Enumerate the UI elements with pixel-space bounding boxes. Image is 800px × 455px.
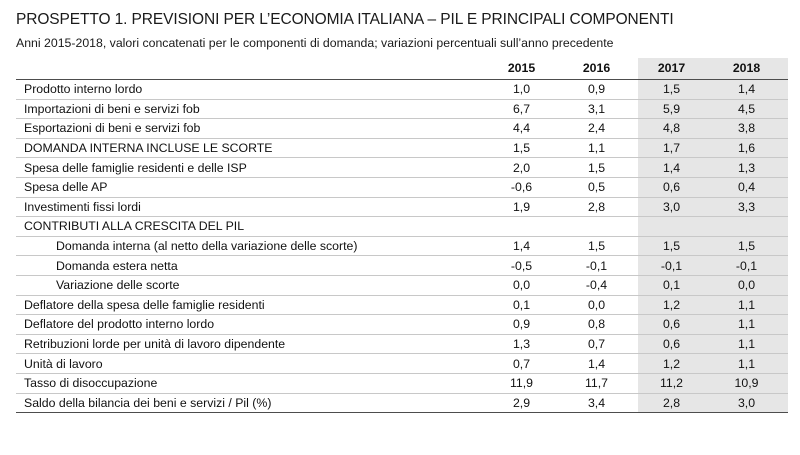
cell-2017: 4,8 <box>638 119 713 139</box>
table-row <box>16 393 788 413</box>
row-label: Spesa delle famiglie residenti e delle ISP <box>16 158 488 178</box>
cell-2016: 2,4 <box>563 119 638 139</box>
cell-2017: 1,2 <box>638 295 713 315</box>
cell-2017: 0,6 <box>638 315 713 335</box>
cell-2016: 1,5 <box>563 158 638 178</box>
cell-2018: 3,0 <box>713 393 788 413</box>
page-subtitle: Anni 2015-2018, valori concatenati per le componenti di domanda; variazioni percentuali sull’anno precedente <box>16 36 614 50</box>
cell-2015: 4,4 <box>488 119 563 139</box>
row-label: Retribuzioni lorde per unità di lavoro dipendente <box>16 334 488 354</box>
cell-2017: 1,7 <box>638 138 713 158</box>
cell-2016: 0,8 <box>563 315 638 335</box>
cell-2017: 1,2 <box>638 354 713 374</box>
cell-2015: 6,7 <box>488 99 563 119</box>
cell-2015: 0,0 <box>488 275 563 295</box>
row-label: Spesa delle AP <box>16 177 488 197</box>
cell-2018: 1,1 <box>713 334 788 354</box>
row-label: Variazione delle scorte <box>16 275 488 295</box>
cell-2018: 1,1 <box>713 295 788 315</box>
cell-2015: 0,1 <box>488 295 563 315</box>
table-row <box>16 80 788 100</box>
row-label: Prodotto interno lordo <box>16 80 488 100</box>
table-body <box>16 80 788 413</box>
cell-2018: 1,1 <box>713 354 788 374</box>
cell-2016: 0,9 <box>563 80 638 100</box>
cell-2018: 1,1 <box>713 315 788 335</box>
cell-2016: 1,1 <box>563 138 638 158</box>
table-row <box>16 256 788 276</box>
column-header-2015: 2015 <box>488 58 563 80</box>
table-row <box>16 119 788 139</box>
cell-2017: 0,6 <box>638 334 713 354</box>
cell-2015: 0,9 <box>488 315 563 335</box>
cell-2016: -0,4 <box>563 275 638 295</box>
table-header <box>16 58 788 80</box>
cell-2016: -0,1 <box>563 256 638 276</box>
cell-2015: 1,9 <box>488 197 563 217</box>
cell-2017: 1,4 <box>638 158 713 178</box>
row-label: Esportazioni di beni e servizi fob <box>16 119 488 139</box>
row-label: Investimenti fissi lordi <box>16 197 488 217</box>
cell-2018: 3,8 <box>713 119 788 139</box>
row-label: Deflatore del prodotto interno lordo <box>16 315 488 335</box>
row-label: Saldo della bilancia dei beni e servizi / Pil (%) <box>16 393 488 413</box>
cell-2018: 1,3 <box>713 158 788 178</box>
row-label: Tasso di disoccupazione <box>16 373 488 393</box>
cell-2017: 3,0 <box>638 197 713 217</box>
cell-2017: 1,5 <box>638 80 713 100</box>
cell-2018: 1,5 <box>713 236 788 256</box>
cell-2018 <box>713 217 788 237</box>
cell-2018: 0,0 <box>713 275 788 295</box>
cell-2016: 1,5 <box>563 236 638 256</box>
cell-2018: 3,3 <box>713 197 788 217</box>
cell-2015: 11,9 <box>488 373 563 393</box>
table-row <box>16 315 788 335</box>
column-header-2016: 2016 <box>563 58 638 80</box>
row-label: CONTRIBUTI ALLA CRESCITA DEL PIL <box>16 217 488 237</box>
cell-2016 <box>563 217 638 237</box>
cell-2015: 1,5 <box>488 138 563 158</box>
cell-2015 <box>488 217 563 237</box>
column-header-2018: 2018 <box>713 58 788 80</box>
cell-2016: 2,8 <box>563 197 638 217</box>
row-label: Unità di lavoro <box>16 354 488 374</box>
table-row <box>16 158 788 178</box>
row-label: Domanda estera netta <box>16 256 488 276</box>
cell-2017: 11,2 <box>638 373 713 393</box>
row-label: Domanda interna (al netto della variazione delle scorte) <box>16 236 488 256</box>
cell-2015: 1,4 <box>488 236 563 256</box>
cell-2017: 2,8 <box>638 393 713 413</box>
cell-2018: 1,4 <box>713 80 788 100</box>
table-row <box>16 197 788 217</box>
cell-2015: -0,6 <box>488 177 563 197</box>
table-row <box>16 354 788 374</box>
cell-2016: 3,4 <box>563 393 638 413</box>
column-header-2017: 2017 <box>638 58 713 80</box>
cell-2016: 0,5 <box>563 177 638 197</box>
cell-2018: -0,1 <box>713 256 788 276</box>
table-row <box>16 373 788 393</box>
cell-2016: 1,4 <box>563 354 638 374</box>
table-row <box>16 295 788 315</box>
cell-2016: 3,1 <box>563 99 638 119</box>
cell-2017: -0,1 <box>638 256 713 276</box>
table-row <box>16 138 788 158</box>
cell-2017: 1,5 <box>638 236 713 256</box>
column-header-label <box>16 58 488 80</box>
table-header-row <box>16 58 788 80</box>
cell-2018: 1,6 <box>713 138 788 158</box>
cell-2015: 2,0 <box>488 158 563 178</box>
table-row <box>16 217 788 237</box>
cell-2015: 1,3 <box>488 334 563 354</box>
table-row <box>16 275 788 295</box>
row-label: Importazioni di beni e servizi fob <box>16 99 488 119</box>
row-label: DOMANDA INTERNA INCLUSE LE SCORTE <box>16 138 488 158</box>
cell-2015: -0,5 <box>488 256 563 276</box>
cell-2015: 0,7 <box>488 354 563 374</box>
row-label: Deflatore della spesa delle famiglie residenti <box>16 295 488 315</box>
cell-2017: 0,1 <box>638 275 713 295</box>
cell-2015: 1,0 <box>488 80 563 100</box>
table-row <box>16 236 788 256</box>
page-title: PROSPETTO 1. PREVISIONI PER L’ECONOMIA ITALIANA – PIL E PRINCIPALI COMPONENTI <box>16 11 674 28</box>
cell-2017: 5,9 <box>638 99 713 119</box>
table-row <box>16 99 788 119</box>
table-row <box>16 334 788 354</box>
cell-2016: 0,7 <box>563 334 638 354</box>
cell-2016: 11,7 <box>563 373 638 393</box>
table-row <box>16 177 788 197</box>
cell-2015: 2,9 <box>488 393 563 413</box>
forecast-table <box>16 58 788 413</box>
cell-2018: 0,4 <box>713 177 788 197</box>
cell-2017 <box>638 217 713 237</box>
cell-2016: 0,0 <box>563 295 638 315</box>
cell-2018: 4,5 <box>713 99 788 119</box>
cell-2017: 0,6 <box>638 177 713 197</box>
cell-2018: 10,9 <box>713 373 788 393</box>
